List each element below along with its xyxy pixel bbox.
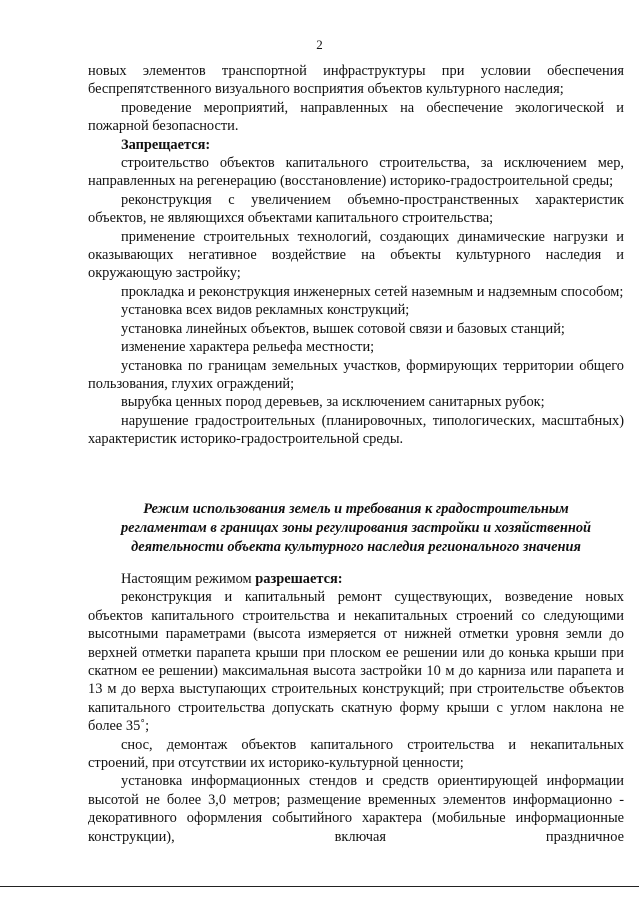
list-item: изменение характера рельефа местности; [121,339,375,356]
list-item: вырубка ценных пород деревьев, за исключением санитарных рубок; [121,394,545,411]
top-text-block [88,62,624,449]
list-item: снос, демонтаж объектов капитального строительства и некапитальных строений, при отсутствии их историко-культурной ценности; [88,736,624,772]
permitted-text-block [88,570,624,846]
section-title-line: регламентам в границах зоны регулирования застройки и хозяйственной [120,520,592,536]
section-title-line: Режим использования земель и требования к градостроительным [143,501,569,517]
list-item: применение строительных технологий, создающих динамические нагрузки и оказывающих негативное воздействие на объекты культурного наследия и окружающую застройку; [88,228,624,282]
list-item: установка информационных стендов и средств ориентирующей информации высотой не более 3,0 метров; размещение временных элементов информационно - декоративного оформления событийного характера (мобильные информационные конструкции), включая праздничное [88,773,624,845]
permitted-intro [88,570,624,588]
section-title [88,500,624,557]
list-item: установка линейных объектов, вышек сотовой связи и базовых станций; [121,320,565,337]
list-item: строительство объектов капитального строительства, за исключением мер, направленных на регенерацию (восстановление) историко-градостроительной среды; [88,155,624,190]
list-item: нарушение градостроительных (планировочных, типологических, масштабных) характеристик историко-градостроительной среды. [88,412,624,448]
page-number: 2 [316,37,323,52]
prohibited-heading: Запрещается: [121,136,211,153]
paragraph: проведение мероприятий, направленных на обеспечение экологической и пожарной безопасности. [88,99,624,135]
list-item: установка всех видов рекламных конструкций; [121,302,410,319]
permitted-intro-text: Настоящим режимом [121,571,252,587]
list-item: реконструкция и капитальный ремонт существующих, возведение новых объектов капитального строительства и некапитальных строений со следующими высотными параметрами (высота измеряется от нижней отметки уровня земли до верхней отметки парапета крыши при плоском ее решении или до конька крыши при скатном ее решении) максимальная высота застройки 10 м до карниза или парапета и 13 м до верха выступающих строительных конструкций; при строительстве объектов капитального строительства допускать скатную форму крыши с углом наклона не более 35˚; [88,589,624,735]
list-item: прокладка и реконструкция инженерных сетей наземным и надземным способом; [121,283,624,300]
paragraph: новых элементов транспортной инфраструктуры при условии обеспечения беспрепятственного визуального восприятия объектов культурного наследия; [88,63,624,98]
section-title-line: деятельности объекта культурного наследия регионального значения [131,539,581,555]
page-bottom-border [0,886,639,887]
list-item: реконструкция с увеличением объемно-пространственных характеристик объектов, не являющихся объектами капитального строительства; [88,191,624,227]
permitted-keyword: разрешается: [255,571,343,587]
list-item: установка по границам земельных участков, формирующих территории общего пользования, глухих ограждений; [88,357,624,392]
